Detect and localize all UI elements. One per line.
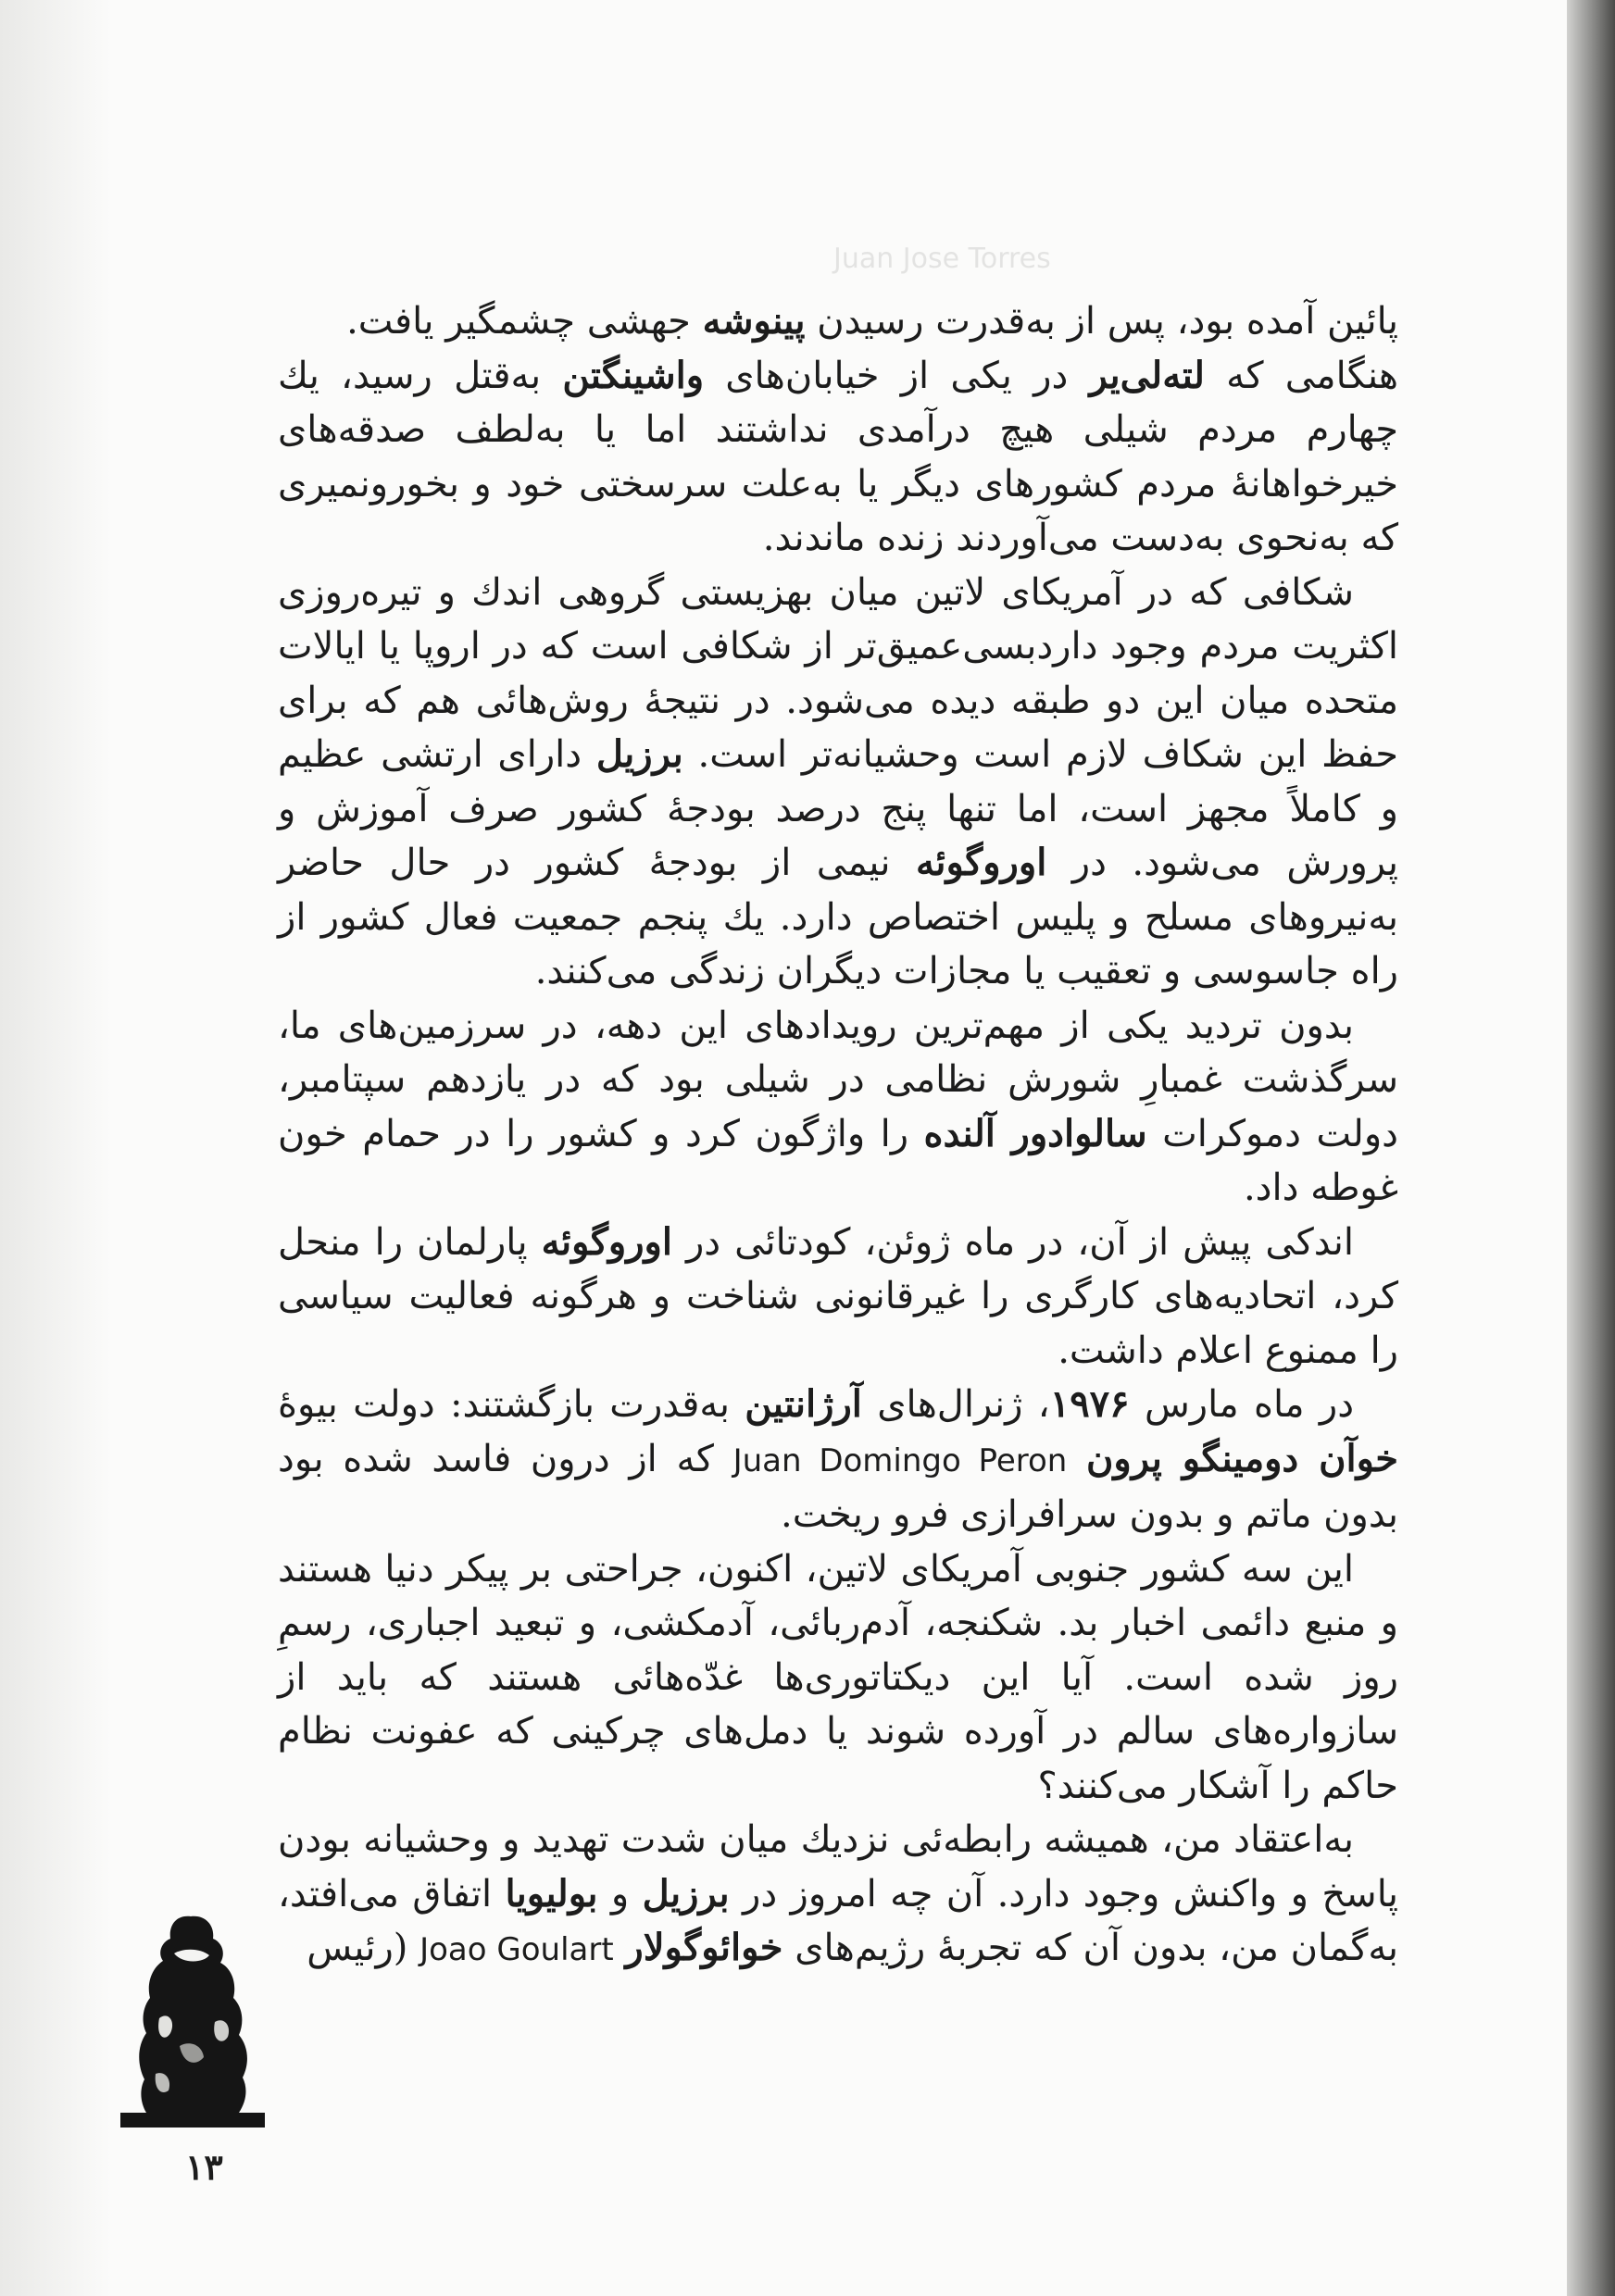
text-run: دارای ارتشی عظیم و کاملاً مجهز است، اما تنها پنج درصد بودجهٔ کشور صرف آموزش و پرورش می‌شود. در xyxy=(278,733,1398,884)
text-run: را واژگون کرد و کشور را در حمام خون غوطه داد. xyxy=(278,1112,1398,1209)
text-run: در ماه مارس xyxy=(1129,1383,1355,1426)
emphasized-term: برزیل xyxy=(642,1871,730,1915)
text-run: به‌قتل رسید، یك چهارم مردم شیلی هیچ درآمدی نداشتند اما یا به‌لطف صدقه‌های خیرخواهانهٔ مردم کشورهای دیگر یا به‌علت سرسختی خود و بخورونمیری که به‌نحوی به‌دست می‌آوردند زنده ماندند. xyxy=(278,354,1399,559)
text-run xyxy=(614,1927,626,1969)
text-run: پائین آمده بود، پس از به‌قدرت رسیدن xyxy=(805,300,1398,343)
page-edge-shadow xyxy=(1567,0,1615,2296)
text-run: اندکی پیش از آن، در ماه ژوئن، کودتائی در xyxy=(671,1220,1354,1264)
text-run: هنگامی که xyxy=(1204,354,1399,397)
page-number: ۱۳ xyxy=(185,2146,223,2188)
text-run: بدون تردید یکی از مهم‌ترین رویدادهای این دهه، در سرزمین‌های ما، سرگذشت غمبارِ شورش نظامی در شیلی بود که در یازدهم سپتامبر، دولت دموکرات xyxy=(278,1004,1398,1155)
text-run: که از درون فاسد شده بود بدون ماتم و بدون سرافرازی فرو ریخت. xyxy=(278,1437,1398,1536)
text-run: (رئیس xyxy=(307,1927,420,1969)
emphasized-term: برزیل xyxy=(595,732,683,776)
paragraph xyxy=(278,294,1398,349)
paragraph xyxy=(278,349,1398,566)
emphasized-term: واشینگتن xyxy=(562,353,705,397)
emphasized-term: لته‌لی‌یر xyxy=(1089,353,1205,397)
emphasized-term: ۱۹۷۶ xyxy=(1049,1382,1130,1426)
text-run: به‌اعتقاد من، همیشه رابطه‌ئی نزدیك میان شدت تهدید و وحشیانه بودن پاسخ و واکنش وجود دارد. آن چه امروز در xyxy=(278,1818,1399,1915)
text-run: پارلمان را منحل کرد، اتحادیه‌های کارگری را غیرقانونی شناخت و هرگونه فعالیت سیاسی را ممنوع اعلام داشت. xyxy=(278,1220,1398,1372)
emphasized-term: خوآن دومینگو پرون xyxy=(1086,1436,1398,1480)
emphasized-term: پینوشه xyxy=(702,299,806,343)
body-text xyxy=(278,294,1398,1978)
text-run: به‌قدرت بازگشتند: دولت بیوهٔ xyxy=(278,1383,745,1426)
latin-name: Joao Goulart xyxy=(419,1931,614,1968)
bleed-through-text: Juan Jose Torres xyxy=(833,243,1051,275)
text-run: شکافی که در آمریکای لاتین میان بهزیستی گروهی اندك و تیره‌روزی اکثریت مردم وجود داردبسی‌عمیق‌تر از شکافی است که در اروپا یا ایالات متحده میان این دو طبقه دیده می‌شود. در نتیجهٔ روش‌هائی هم که برای حفظ این شکاف لازم است وحشیانه‌تر است. xyxy=(278,570,1398,776)
text-run: ، ژنرال‌های xyxy=(861,1383,1050,1426)
paragraph xyxy=(278,566,1398,999)
emphasized-term: اوروگوئه xyxy=(915,841,1047,884)
emphasized-term: بولیویا xyxy=(505,1871,598,1915)
paragraph xyxy=(278,1813,1398,1978)
latin-name: Juan Domingo Peron xyxy=(732,1441,1068,1479)
emphasized-term: اوروگوئه xyxy=(541,1219,672,1264)
text-run: و xyxy=(597,1872,643,1915)
text-run: جهشی چشمگیر یافت. xyxy=(346,300,703,343)
paragraph xyxy=(278,999,1398,1216)
sculpture-illustration xyxy=(119,1907,267,2129)
paragraph xyxy=(278,1216,1398,1379)
paragraph xyxy=(278,1378,1398,1542)
emphasized-term: سالوادور آلنده xyxy=(923,1111,1147,1155)
text-run: این سه کشور جنوبی آمریکای لاتین، اکنون، جراحتی بر پیکر دنیا هستند و منبع دائمی اخبار بد. شکنجه، آدم‌ربائی، آدمکشی، و تبعید اجباری، رسمِ روز شده است. آیا این دیکتاتوری‌ها غدّه‌هائی هستند که باید از سازواره‌های سالم در آورده شوند یا دمل‌های چرکینی که عفونت نظام حاکم را آشکار می‌کنند؟ xyxy=(278,1547,1398,1807)
emphasized-term: خوائوگولار xyxy=(625,1926,783,1969)
text-run: اتفاق می‌افتد، به‌گمان من، بدون آن که تجربهٔ رژیم‌های xyxy=(278,1872,1398,1969)
text-run: در یکی از خیابان‌های xyxy=(704,354,1090,397)
emphasized-term: آرژانتین xyxy=(745,1382,862,1426)
paragraph xyxy=(278,1542,1398,1814)
text-run: نیمی از بودجهٔ کشور در حال حاضر به‌نیروهای مسلح و پلیس اختصاص دارد. یك پنجم جمعیت فعال کشور از راه جاسوسی و تعقیب یا مجازات دیگران زندگی می‌کنند. xyxy=(278,842,1398,992)
page-gutter-shading xyxy=(0,0,111,2296)
text-run xyxy=(1067,1438,1086,1480)
